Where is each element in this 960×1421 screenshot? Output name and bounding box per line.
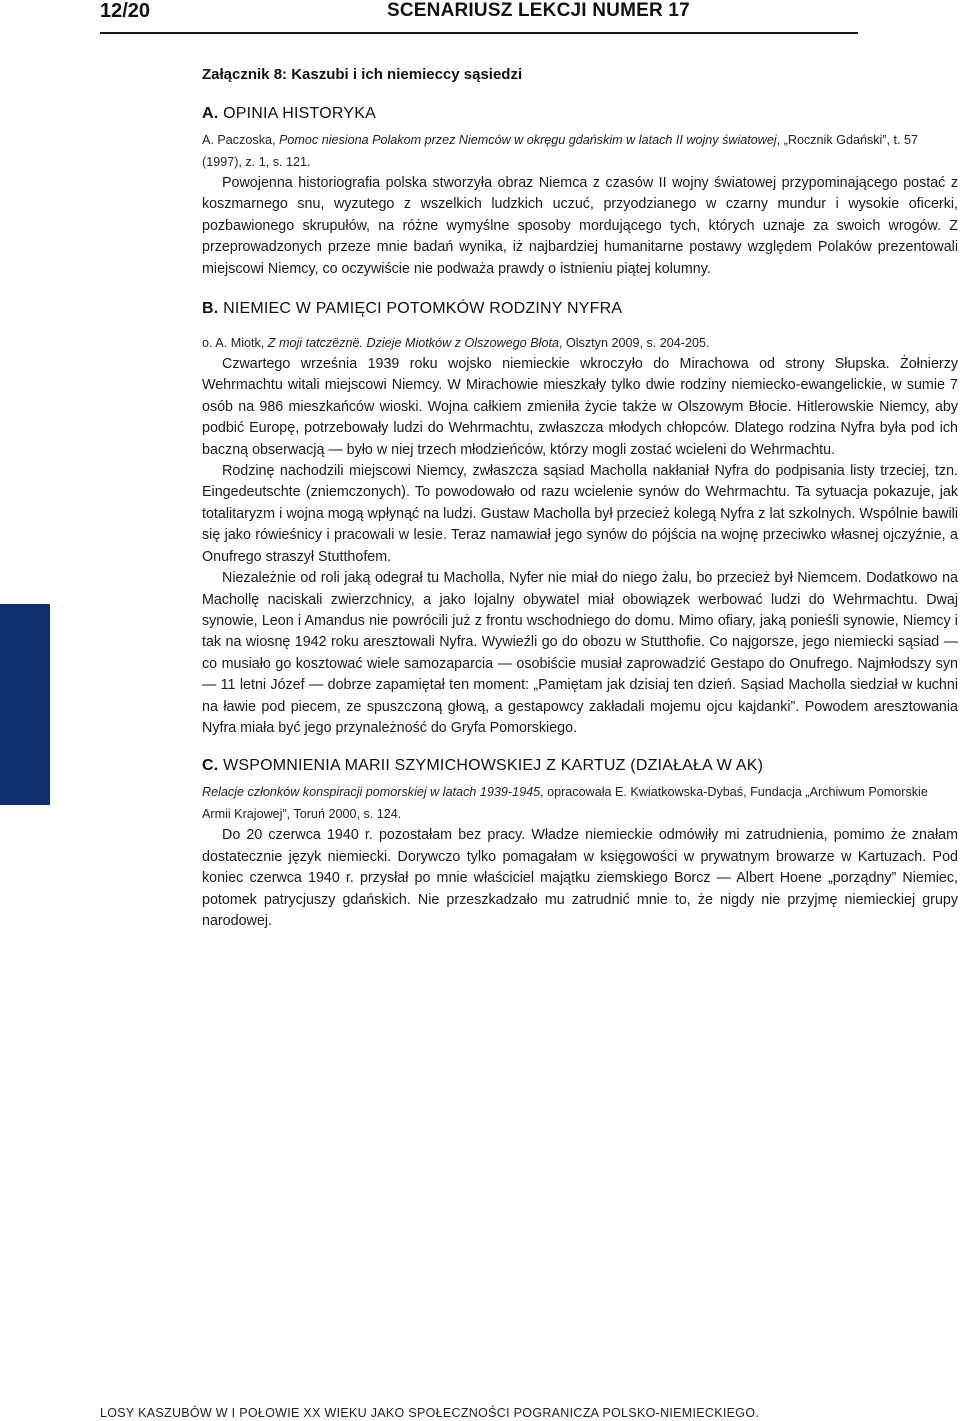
section-c-source (202, 781, 958, 825)
section-a-source (202, 129, 958, 173)
section-c (202, 757, 958, 932)
section-b-source (202, 332, 958, 354)
section-b-source-rest: , Olsztyn 2009, s. 204-205. (558, 336, 710, 351)
section-b-title: NIEMIEC W PAMIĘCI POTOMKÓW RODZINY NYFRA (223, 300, 623, 318)
side-accent-tab (0, 604, 50, 805)
section-a-source-author: A. Paczoska, (202, 133, 279, 147)
section-c-letter: C. (202, 757, 219, 775)
page-header (100, 0, 858, 34)
section-b-source-title: Z moji tatczëznë. Dzieje Miotków z Olszowego Błota (267, 336, 559, 351)
section-b-paragraph-3: Niezależnie od roli jaką odegrał tu Macholla, Nyfer nie miał do niego żalu, bo przecież był Niemcem. Dodatkowo na Machollę naciskali zwierzchnicy, a jako lojalny obywatel miał obowiązek werbować ludzi do Wehrmachtu. Dwaj synowie, Leon i Amandus nie powrócili już z frontu wschodniego do domu. Mimo ofiary, jaką ponieśli synowie, Niemcy i tak na wiosnę 1942 roku aresztowali Nyfra. Wywieźli go do obozu w Stutthofie. Co najgorsze, jego niemiecki sąsiad — co musiało go kosztować wiele samozaparcia — osobiście musiał zaprowadzić Gestapo do Onufrego. Najmłodszy syn — 11 letni Józef — dobrze zapamiętał ten moment: „Pamiętam jak dzisiaj ten dzień. Sąsiad Macholla siedział w kuchni na ławie pod piecem, ze spuszczoną głową, a gestapowcy zakładali mojemu ojcu kajdanki”. Powodem aresztowania Nyfra miała być jego przynależność do Gryfa Pomorskiego. (202, 570, 958, 736)
section-a-source-rest: , „Rocznik Gdański”, t. 57 (1997), z. 1, s. 121. (202, 133, 919, 169)
section-a-letter: A. (202, 105, 219, 122)
attachment-title: Załącznik 8: Kaszubi i ich niemieccy sąsiedzi (202, 66, 523, 83)
section-c-paragraph: Do 20 czerwca 1940 r. pozostałam bez pracy. Władze niemieckie odmówiły mi zatrudnienia, pomimo że znałam dostatecznie język niemiecki. Dorywczo tylko pomagałam w księgowości w prywatnym browarze w Kartuzach. Pod koniec czerwca 1940 r. przysłał po mnie właściciel majątku ziemskiego Borcz — Albert Hoene „porządny” Niemiec, potomek patrycjuszy gdańskich. Nie przeszkadzało mu zatrudnić mnie to, że nigdy nie przyjmę niemieckiej grupy narodowej. (202, 827, 958, 929)
page-content (202, 66, 958, 932)
section-a-source-title: Pomoc niesiona Polakom przez Niemców w okręgu gdańskim w latach II wojny światowej (279, 133, 777, 147)
section-b (202, 300, 958, 739)
section-b-letter: B. (202, 300, 219, 318)
section-a-paragraph: Powojenna historiografia polska stworzyła obraz Niemca z czasów II wojny światowej przypominającego postać z koszmarnego snu, wyzutego z wszelkich ludzkich uczuć, przyodzianego w czarny mundur i wysokie oficerki, pozbawionego skrupułów, na różne wymyślne sposoby mordującego tych, których uznaje za swoich wrogów. Z przeprowadzonych przeze mnie badań wynika, iż najbardziej humanitarne postawy względem Polaków prezentowali miejscowi Niemcy, co oczywiście nie podważa prawdy o istnieniu piątej kolumny. (202, 175, 958, 277)
section-a (202, 105, 958, 280)
section-c-source-rest: , opracowała E. Kwiatkowska-Dybaś, Fundacja „Archiwum Pomorskie Armii Krajowej”, Toruń 2000, s. 124. (202, 785, 928, 822)
header-title: SCENARIUSZ LEKCJI NUMER 17 (387, 0, 690, 21)
section-b-source-author: o. A. Miotk, (202, 336, 268, 351)
page-number: 12/20 (100, 0, 151, 22)
section-b-paragraph-1: Czwartego września 1939 roku wojsko niemieckie wkroczyło do Mirachowa od strony Słupska. Żołnierzy Wehrmachtu witali miejscowi Niemcy. W Mirachowie mieszkały tylko dwie rodziny niemiecko-ewangelickie, w sumie 7 osób na 986 mieszkańców wioski. Wojna całkiem zmieniła życie także w Olszowym Błocie. Hitlerowskie Niemcy, aby podbić Europę, potrzebowały ludzi do Wehrmachtu, zwłaszcza młodych chłopców. Dlatego rodzina Nyfra była pod ich baczną obserwacją — było w niej trzech młodzieńców, którzy mogli zostać wcieleni do Wehrmachtu. (202, 356, 958, 458)
section-c-title: WSPOMNIENIA MARII SZYMICHOWSKIEJ Z KARTUZ (DZIAŁAŁA W AK) (223, 757, 764, 775)
section-a-title: OPINIA HISTORYKA (223, 105, 376, 122)
section-b-heading (202, 300, 958, 318)
section-c-heading (202, 757, 958, 775)
page-footer: LOSY KASZUBÓW W I POŁOWIE XX WIEKU JAKO SPOŁECZNOŚCI POGRANICZA POLSKO-NIEMIECKIEGO. (100, 1406, 760, 1420)
section-c-source-title: Relacje członków konspiracji pomorskiej w latach 1939-1945 (202, 785, 541, 800)
section-b-paragraph-2: Rodzinę nachodzili miejscowi Niemcy, zwłaszcza sąsiad Macholla nakłaniał Nyfra do podpisania listy trzeciej, tzn. Eingedeutschte (zniemczonych). To powodowało od razu wcielenie synów do Wehrmachtu. Ta sytuacja pokazuje, jak totalitaryzm i wojna mogą wpłynąć na ludzi. Gustaw Macholla był przecież kolegą Nyfra z lat szkolnych. Wspólnie bawili się jako rówieśnicy i pracowali w lesie. Teraz namawiał jego synów do pójścia na wojnę przeciwko własnej ojczyźnie, a Onufrego straszył Stutthofem. (202, 463, 958, 565)
section-a-heading (202, 105, 958, 123)
